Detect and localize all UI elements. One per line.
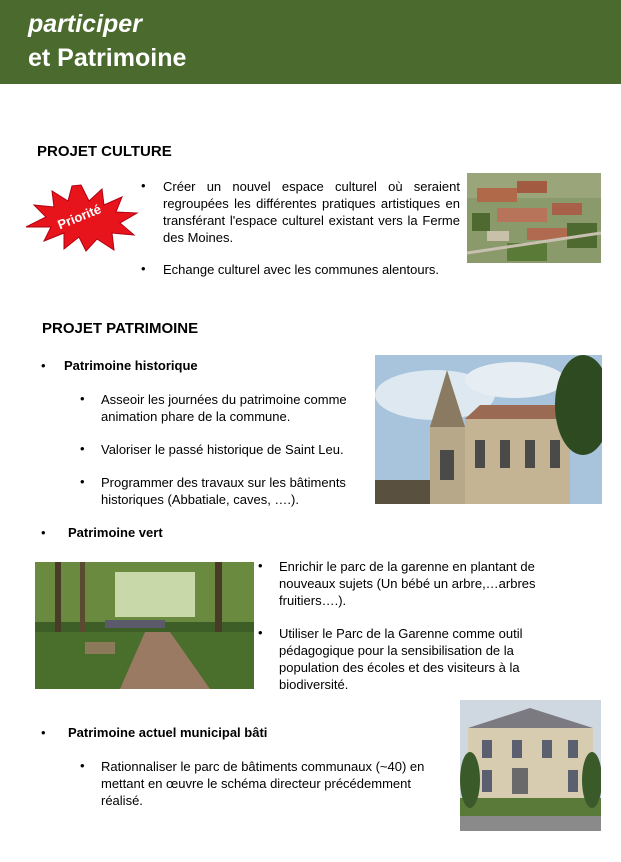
church-photo: [375, 355, 602, 504]
culture-item-2: Echange culturel avec les communes alentours.: [163, 262, 440, 277]
priority-badge-label: Priorité: [55, 201, 104, 233]
vert-item-1: Enrichir le parc de la garenne en plantant de nouveaux sujets (Un bébé un arbre,…arbres fruitiers….).: [279, 559, 536, 608]
culture-section-title: PROJET CULTURE: [37, 143, 172, 160]
bullet-marker: •: [258, 625, 263, 640]
bullet-marker: •: [41, 725, 46, 740]
patrimoine-section-title: PROJET PATRIMOINE: [42, 320, 199, 337]
bati-title: Patrimoine actuel municipal bâti: [68, 725, 268, 740]
historique-item-1: Asseoir les journées du patrimoine comme animation phare de la commune.: [101, 392, 347, 424]
historique-item-3: Programmer des travaux sur les bâtiments historiques (Abbatiale, caves, ….).: [101, 475, 346, 507]
vert-item-2: Utiliser le Parc de la Garenne comme outil pédagogique pour la sensibilisation de la population des écoles et des visiteurs à la biodiversité.: [279, 626, 523, 692]
bati-item-1: Rationnaliser le parc de bâtiments communaux (~40) en mettant en œuvre le schéma directeur précédemment réalisé.: [101, 759, 425, 808]
bullet-marker: •: [258, 558, 263, 573]
aerial-photo: [467, 173, 601, 263]
bullet-marker: •: [41, 358, 46, 373]
culture-item-1: Créer un nouvel espace culturel où seraient regroupées les différentes pratiques artistiques en transférant l'espace culturel existant vers la Ferme des Moines.: [163, 179, 460, 245]
mairie-photo: [460, 700, 601, 831]
header-line-2: et Patrimoine: [28, 44, 187, 72]
historique-item-2: Valoriser le passé historique de Saint Leu.: [101, 442, 344, 457]
bullet-marker: •: [80, 758, 85, 773]
bullet-marker: •: [80, 441, 85, 456]
header-line-1: participer: [28, 10, 142, 38]
vert-title: Patrimoine vert: [68, 525, 163, 540]
bullet-marker: •: [80, 474, 85, 489]
page-header: [0, 0, 621, 84]
bullet-marker: •: [41, 525, 46, 540]
bullet-marker: •: [141, 261, 146, 276]
historique-title: Patrimoine historique: [64, 358, 198, 373]
park-photo: [35, 562, 254, 689]
bullet-marker: •: [80, 391, 85, 406]
priority-badge: [24, 183, 139, 258]
bullet-marker: •: [141, 178, 146, 193]
